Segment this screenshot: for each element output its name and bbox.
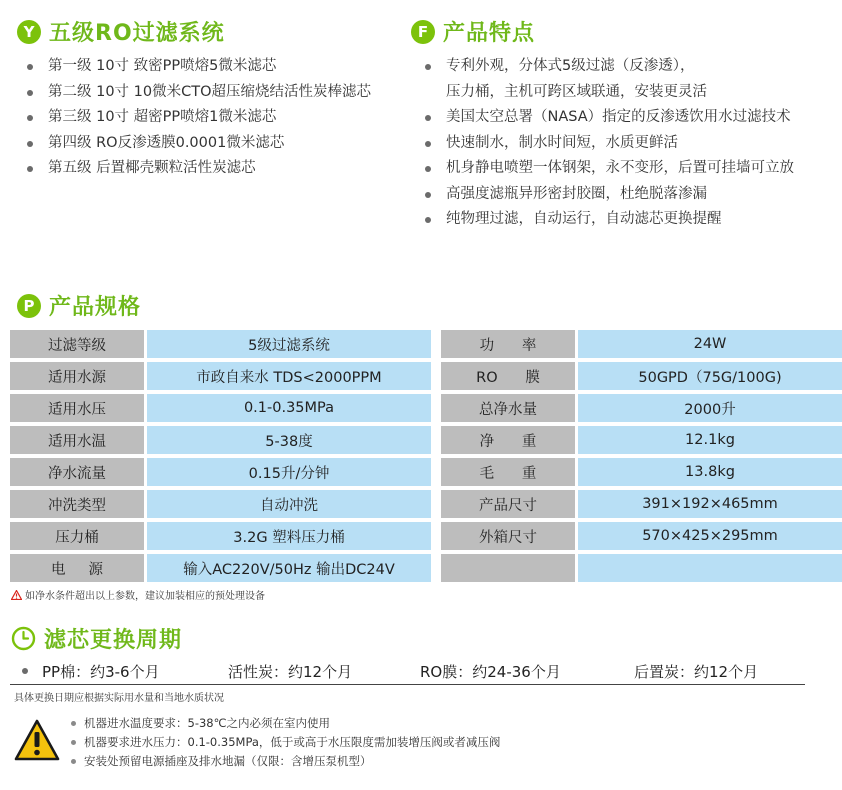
spec-row [10,554,431,582]
spec-label: 外箱尺寸 [441,522,575,550]
spec-value: 24W [578,330,842,358]
bullet-dot [22,668,28,674]
spec-label [441,554,575,582]
features-list-clip [420,54,842,233]
warning-icon [11,590,22,600]
spec-row [441,362,842,390]
spec-label: 电 源 [10,554,144,582]
spec-row [10,362,431,390]
spec-value: 5-38度 [147,426,431,454]
spec-value: 5级过滤系统 [147,330,431,358]
list-item: 安装处预留电源插座及排水地漏（仅限：含增压泵机型） [70,752,500,771]
spec-row [441,330,842,358]
list-item: 机器进水温度要求：5-38℃之内必须在室内使用 [70,714,500,733]
cycle-section-title: 滤芯更换周期 [44,628,183,653]
spec-row [10,522,431,550]
spec-row [10,394,431,422]
features-section-header [411,16,535,47]
spec-row [441,490,842,518]
cycle-item: RO膜：约24-36个月 [420,663,561,681]
cycle-item: 活性炭：约12个月 [228,663,353,681]
spec-label: 毛 重 [441,458,575,486]
cycle-item: PP棉：约3-6个月 [42,663,160,681]
spec-row [10,330,431,358]
list-item: 快速制水，制水时间短，水质更鲜活 [420,131,842,157]
list-item [420,54,842,105]
spec-section-title: 产品规格 [49,295,142,320]
spec-label: 适用水温 [10,426,144,454]
spec-value: 3.2G 塑料压力桶 [147,522,431,550]
spec-label: 净水流量 [10,458,144,486]
list-item: 第二级 10寸 10微米CTO超压缩烧结活性炭棒滤芯 [22,80,371,106]
spec-row [441,426,842,454]
spec-note [11,587,265,602]
spec-value: 50GPD（75G/100G) [578,362,842,390]
features-section-title: 产品特点 [443,21,536,46]
list-item: 第四级 RO反渗透膜0.0001微米滤芯 [22,131,371,157]
list-item: 第三级 10寸 超密PP喷熔1微米滤芯 [22,105,371,131]
spec-value: 13.8kg [578,458,842,486]
list-item: 美国太空总署（NASA）指定的反渗透饮用水过滤技术 [420,105,842,131]
cycle-note: 具体更换日期应根据实际用水量和当地水质状况 [14,693,224,704]
features-list [420,54,842,233]
spec-value: 0.1-0.35MPa [147,394,431,422]
filter-stage-list [22,54,371,182]
spec-value: 570×425×295mm [578,522,842,550]
spec-label: 总净水量 [441,394,575,422]
list-item: 机身静电喷塑一体钢架，永不变形，后置可挂墙可立放 [420,156,842,182]
spec-label: 净 重 [441,426,575,454]
spec-value: 2000升 [578,394,842,422]
cycle-section-header [11,623,182,654]
warning-list [70,714,500,771]
spec-row [441,522,842,550]
cycle-item: 后置炭：约12个月 [634,663,759,681]
feature-line: 压力桶，主机可跨区域联通，安装更灵活 [446,83,707,100]
filter-section-title: 五级RO过滤系统 [49,21,225,46]
filter-section-header [17,16,225,47]
spec-label: 冲洗类型 [10,490,144,518]
feature-line: 专利外观，分体式5级过滤（反渗透）， [446,58,695,74]
list-item: 纯物理过滤，自动运行，自动滤芯更换提醒 [420,207,842,233]
spec-value [578,554,842,582]
clock-icon [11,626,36,651]
spec-label: RO 膜 [441,362,575,390]
list-item: 机器要求进水压力：0.1-0.35MPa，低于或高于水压限度需加装增压阀或者减压阀 [70,733,500,752]
spec-value: 输入AC220V/50Hz 输出DC24V [147,554,431,582]
features-section-badge: F [411,20,435,44]
spec-label: 适用水源 [10,362,144,390]
spec-row [10,490,431,518]
spec-section-header [17,290,141,321]
spec-value: 市政自来水 TDS<2000PPM [147,362,431,390]
spec-row [10,458,431,486]
spec-row [441,458,842,486]
spec-row [10,426,431,454]
caution-icon [14,719,60,761]
spec-value: 自动冲洗 [147,490,431,518]
spec-value: 0.15升/分钟 [147,458,431,486]
spec-label: 过滤等级 [10,330,144,358]
list-item: 高强度滤瓶异形密封胶圈，杜绝脱落渗漏 [420,182,842,208]
spec-label: 适用水压 [10,394,144,422]
spec-value: 391×192×465mm [578,490,842,518]
spec-note-text: 如净水条件超出以上参数，建议加装相应的预处理设备 [25,591,265,602]
spec-label: 压力桶 [10,522,144,550]
spec-row [441,394,842,422]
list-item: 第五级 后置椰壳颗粒活性炭滤芯 [22,156,371,182]
spec-value: 12.1kg [578,426,842,454]
spec-label: 功 率 [441,330,575,358]
divider [10,684,805,685]
filter-section-badge: Y [17,20,41,44]
list-item: 第一级 10寸 致密PP喷熔5微米滤芯 [22,54,371,80]
spec-label: 产品尺寸 [441,490,575,518]
spec-section-badge: P [17,294,41,318]
spec-row [441,554,842,582]
